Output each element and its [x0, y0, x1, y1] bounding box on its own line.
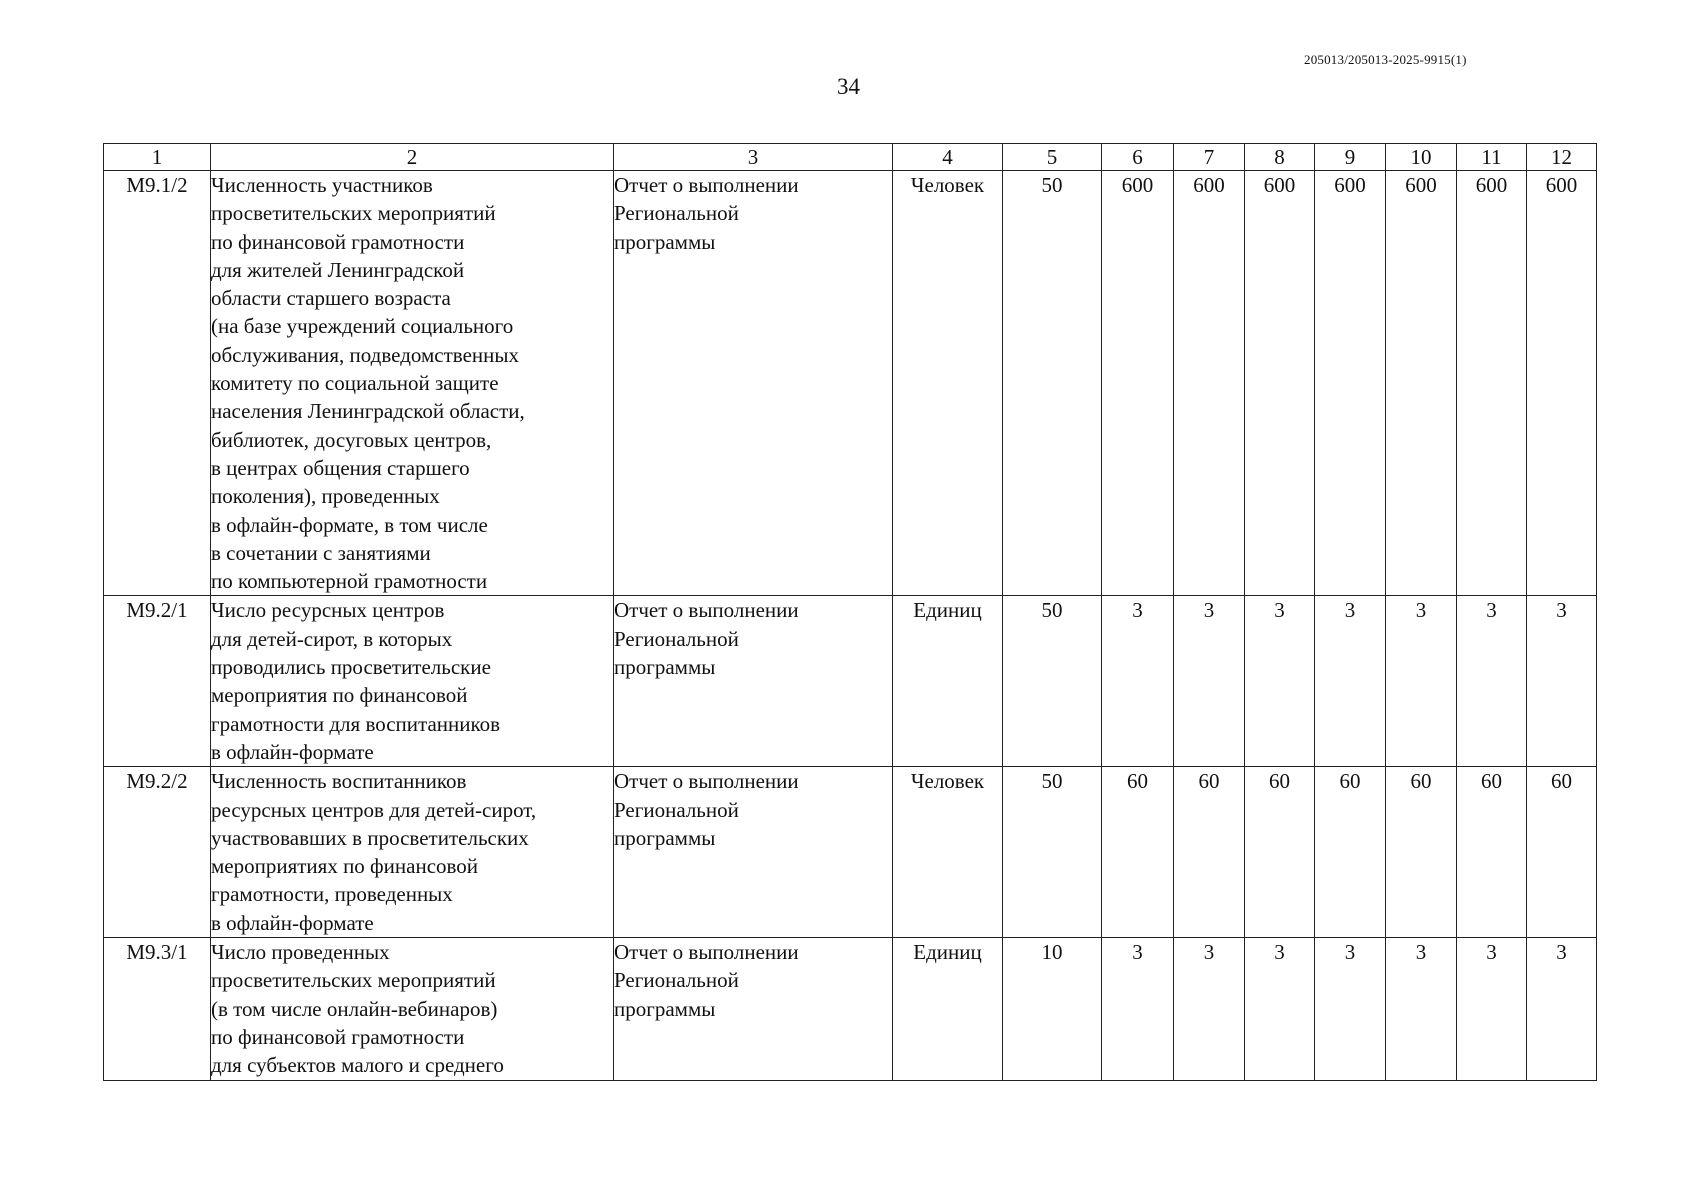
- description-line: для жителей Ленинградской: [211, 257, 465, 282]
- data-source: [614, 938, 893, 1080]
- description-line: Число ресурсных центров: [211, 598, 445, 623]
- value-cell: 3: [1245, 596, 1315, 767]
- column-header: 2: [211, 144, 614, 171]
- description-line: области старшего возраста: [211, 286, 451, 311]
- value-cell: 3: [1457, 596, 1527, 767]
- value-cell: 3: [1315, 596, 1386, 767]
- description-line: в центрах общения старшего: [211, 455, 470, 480]
- description-line: просветительских мероприятий: [211, 201, 496, 226]
- table-row: [104, 171, 1597, 596]
- column-header: 5: [1003, 144, 1102, 171]
- data-source: [614, 171, 893, 596]
- source-line: программы: [614, 229, 716, 254]
- description-line: поколения), проведенных: [211, 484, 440, 509]
- description-line: (в том числе онлайн-вебинаров): [211, 996, 498, 1021]
- table-row: [104, 938, 1597, 1080]
- unit-of-measure: Человек: [893, 171, 1003, 596]
- description-line: грамотности, проведенных: [211, 882, 453, 907]
- indicator-code: М9.1/2: [104, 171, 211, 596]
- data-source: [614, 596, 893, 767]
- description-line: комитету по социальной защите: [211, 371, 499, 396]
- description-line: населения Ленинградской области,: [211, 399, 525, 424]
- source-line: программы: [614, 996, 716, 1021]
- value-cell: 3: [1527, 938, 1597, 1080]
- value-cell: 50: [1003, 171, 1102, 596]
- table-row: [104, 767, 1597, 938]
- indicator-code: М9.2/2: [104, 767, 211, 938]
- value-cell: 3: [1386, 938, 1457, 1080]
- column-header: 1: [104, 144, 211, 171]
- source-line: Отчет о выполнении: [614, 173, 799, 197]
- value-cell: 3: [1527, 596, 1597, 767]
- description-line: ресурсных центров для детей-сирот,: [211, 797, 537, 822]
- value-cell: 600: [1527, 171, 1597, 596]
- source-line: Региональной: [614, 797, 739, 822]
- description-line: в офлайн-формате: [211, 739, 374, 764]
- value-cell: 3: [1386, 596, 1457, 767]
- value-cell: 3: [1457, 938, 1527, 1080]
- description-line: по финансовой грамотности: [211, 1024, 465, 1049]
- description-line: обслуживания, подведомственных: [211, 342, 519, 367]
- value-cell: 60: [1245, 767, 1315, 938]
- value-cell: 3: [1245, 938, 1315, 1080]
- unit-of-measure: Человек: [893, 767, 1003, 938]
- description-line: Численность участников: [211, 173, 433, 197]
- source-line: программы: [614, 655, 716, 680]
- indicator-description: [211, 938, 614, 1080]
- value-cell: 600: [1245, 171, 1315, 596]
- table-row: [104, 596, 1597, 767]
- column-header: 4: [893, 144, 1003, 171]
- source-line: Отчет о выполнении: [614, 940, 799, 965]
- value-cell: 60: [1174, 767, 1245, 938]
- description-line: в сочетании с занятиями: [211, 540, 431, 565]
- column-header: 3: [614, 144, 893, 171]
- column-header: 10: [1386, 144, 1457, 171]
- indicator-description: [211, 767, 614, 938]
- value-cell: 50: [1003, 596, 1102, 767]
- description-line: для субъектов малого и среднего: [211, 1053, 504, 1078]
- description-line: мероприятия по финансовой: [211, 683, 468, 708]
- indicator-code: М9.3/1: [104, 938, 211, 1080]
- column-header: 8: [1245, 144, 1315, 171]
- description-line: Численность воспитанников: [211, 769, 467, 794]
- data-source: [614, 767, 893, 938]
- page-number: 34: [837, 74, 860, 99]
- description-line: для детей-сирот, в которых: [211, 626, 453, 651]
- description-line: в офлайн-формате: [211, 910, 374, 935]
- source-line: Отчет о выполнении: [614, 769, 799, 794]
- indicator-description: [211, 171, 614, 596]
- value-cell: 600: [1315, 171, 1386, 596]
- source-line: Региональной: [614, 968, 739, 993]
- description-line: мероприятиях по финансовой: [211, 854, 479, 879]
- value-cell: 60: [1527, 767, 1597, 938]
- value-cell: 60: [1102, 767, 1174, 938]
- table-body: [104, 171, 1597, 1081]
- source-line: Региональной: [614, 626, 739, 651]
- value-cell: 60: [1386, 767, 1457, 938]
- unit-of-measure: Единиц: [893, 596, 1003, 767]
- value-cell: 3: [1174, 596, 1245, 767]
- description-line: по финансовой грамотности: [211, 229, 465, 254]
- value-cell: 600: [1457, 171, 1527, 596]
- value-cell: 3: [1102, 596, 1174, 767]
- value-cell: 10: [1003, 938, 1102, 1080]
- value-cell: 60: [1457, 767, 1527, 938]
- source-line: Отчет о выполнении: [614, 598, 799, 623]
- column-header: 11: [1457, 144, 1527, 171]
- unit-of-measure: Единиц: [893, 938, 1003, 1080]
- source-line: Региональной: [614, 201, 739, 226]
- value-cell: 3: [1315, 938, 1386, 1080]
- description-line: библиотек, досуговых центров,: [211, 427, 492, 452]
- description-line: в офлайн-формате, в том числе: [211, 512, 488, 537]
- header-row: [104, 144, 1597, 171]
- column-header: 12: [1527, 144, 1597, 171]
- value-cell: 50: [1003, 767, 1102, 938]
- value-cell: 3: [1174, 938, 1245, 1080]
- description-line: грамотности для воспитанников: [211, 711, 501, 736]
- indicator-description: [211, 596, 614, 767]
- value-cell: 600: [1102, 171, 1174, 596]
- indicator-code: М9.2/1: [104, 596, 211, 767]
- source-line: программы: [614, 825, 716, 850]
- description-line: проводились просветительские: [211, 655, 491, 680]
- description-line: Число проведенных: [211, 940, 390, 965]
- description-line: просветительских мероприятий: [211, 968, 496, 993]
- value-cell: 3: [1102, 938, 1174, 1080]
- column-header: 6: [1102, 144, 1174, 171]
- document-id: 205013/205013-2025-9915(1): [1304, 52, 1467, 67]
- value-cell: 600: [1174, 171, 1245, 596]
- description-line: по компьютерной грамотности: [211, 569, 488, 594]
- column-header: 7: [1174, 144, 1245, 171]
- value-cell: 60: [1315, 767, 1386, 938]
- value-cell: 600: [1386, 171, 1457, 596]
- description-line: участвовавших в просветительских: [211, 825, 529, 850]
- indicators-table: [103, 143, 1597, 1081]
- column-header: 9: [1315, 144, 1386, 171]
- description-line: (на базе учреждений социального: [211, 314, 514, 339]
